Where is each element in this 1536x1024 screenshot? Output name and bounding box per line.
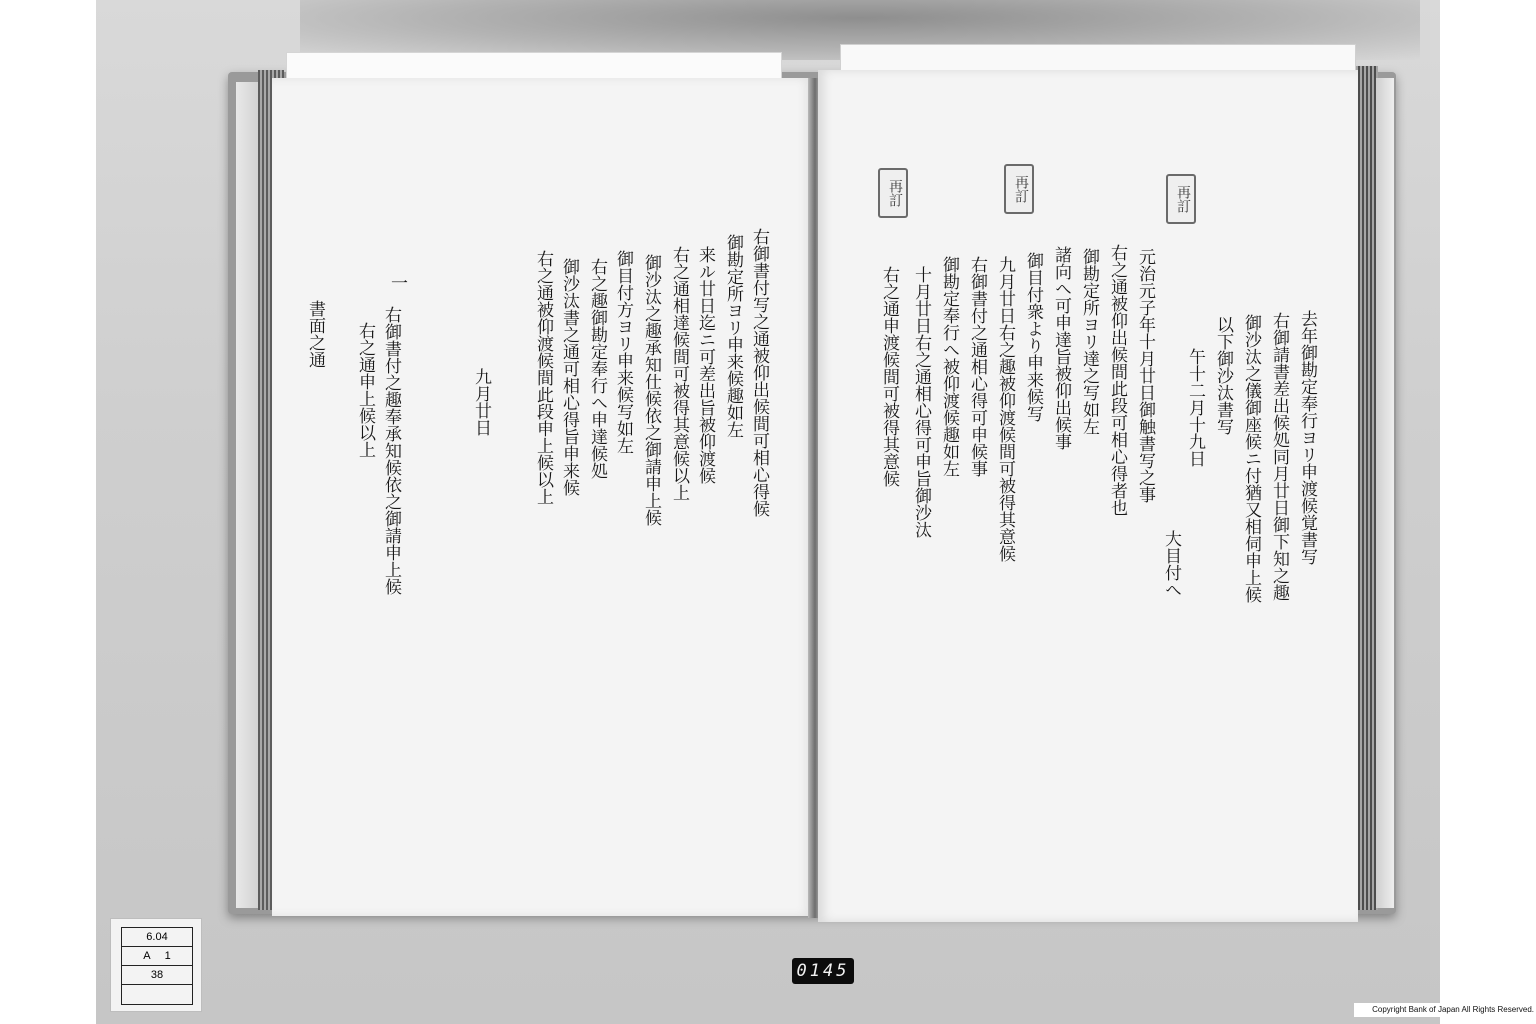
right-column-5: 午十二月十九日 [1185,348,1205,467]
left-column-5: 御沙汰之趣承知仕候依之御請申上候 [641,254,661,526]
left-column-1: 右御書付写之通被仰出候間可相心得候 [749,228,769,517]
left-page [272,78,812,916]
left-column-13: 右之通申上候以上 [355,322,375,458]
catalog-volume: 1 [164,950,171,962]
left-column-10: 九月廿日 [471,368,491,436]
right-column-13: 右御書付之通相心得可申候事 [967,256,987,477]
left-column-3: 来ル廿日迄ニ可差出旨被仰渡候 [695,246,715,484]
left-column-2: 御勘定所ヨリ申来候趣如左 [723,234,743,438]
right-column-7: 元治元子年十月廿日御触書写之事 [1135,248,1155,503]
right-column-10: 諸向へ可申達旨被仰出候事 [1051,246,1071,450]
catalog-label-row-empty [122,985,192,1005]
copyright-notice: Copyright Bank of Japan All Rights Reserved. [1354,1003,1536,1017]
right-column-12: 九月廿日右之趣被仰渡候間可被得其意候 [995,256,1015,562]
catalog-number: 6.04 [146,931,168,943]
right-column-3: 御沙汰之儀御座候ニ付猶又相伺申上候 [1241,314,1261,603]
left-column-12: 右御書付之趣奉承知候依之御請申上候 [381,306,401,595]
right-column-2: 右御請書差出候処同月廿日御下知之趣 [1269,312,1289,601]
left-column-7: 右之趣御勘定奉行へ申達候処 [587,258,607,479]
revision-stamp-3: 再訂 [1166,174,1196,224]
right-column-1: 去年御勘定奉行ヨリ申渡候覚書写 [1297,310,1317,565]
catalog-item: 38 [150,969,164,981]
catalog-label [110,918,202,1012]
left-column-9: 右之通被仰渡候間此段申上候以上 [533,250,553,505]
right-column-11: 御目付衆より申来候写 [1023,252,1043,422]
left-column-14: 書面之通 [305,300,325,368]
right-column-14: 御勘定奉行へ被仰渡候趣如左 [939,256,959,477]
catalog-label-row [122,928,192,947]
book-edge-right [1376,78,1394,908]
revision-stamp-1: 再訂 [878,168,908,218]
frame-number: 0145 [792,958,854,984]
right-column-4: 以下御沙汰書写 [1213,316,1233,435]
left-column-11: 一 [387,274,407,291]
catalog-label-grid [121,927,193,1005]
catalog-label-row [122,947,192,966]
right-column-8: 右之通被仰出候間此段可相心得者也 [1107,244,1127,516]
left-column-6: 御目付方ヨリ申来候写如左 [613,250,633,454]
right-column-6: 大目付へ [1161,530,1181,598]
right-page [818,70,1358,922]
left-column-8: 御沙汰書之通可相心得旨申来候 [559,258,579,496]
right-column-16: 右之通申渡候間可被得其意候 [879,266,899,487]
left-column-4: 右之通相達候間可被得其意候以上 [669,246,689,501]
right-column-15: 十月廿日右之通相心得可申旨御沙汰 [911,266,931,538]
revision-stamp-2: 再訂 [1004,164,1034,214]
right-column-9: 御勘定所ヨリ達之写如左 [1079,248,1099,435]
catalog-label-row [122,966,192,985]
catalog-series: A [143,950,151,962]
